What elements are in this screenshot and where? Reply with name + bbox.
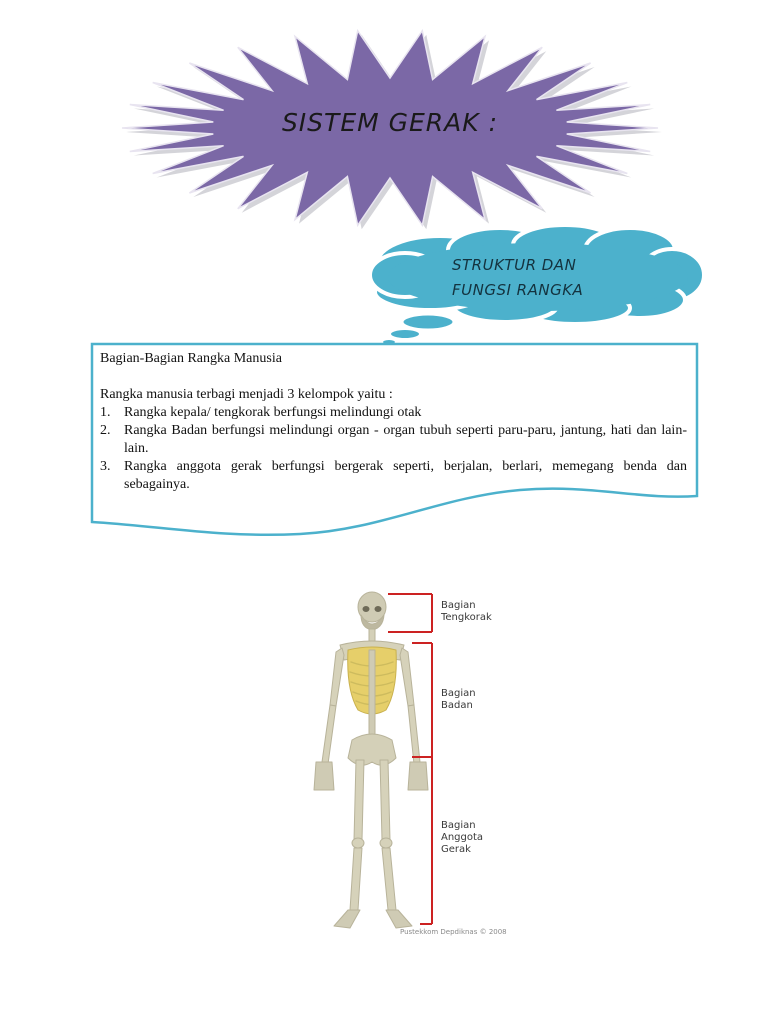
intro-text: Rangka manusia terbagi menjadi 3 kelompok yaitu :	[100, 387, 393, 402]
list-number: 3.	[100, 459, 111, 474]
label-body: Bagian Badan	[441, 688, 476, 711]
section-heading: Bagian-Bagian Rangka Manusia	[100, 351, 282, 366]
list-number: 1.	[100, 405, 111, 420]
list-text: Rangka anggota gerak berfungsi bergerak seperti, berjalan, berlari, memegang benda dan sebagainya.	[124, 459, 687, 492]
list-text: Rangka kepala/ tengkorak berfungsi melindungi otak	[124, 405, 422, 420]
label-limbs: Bagian Anggota Gerak	[441, 820, 484, 855]
page-title: SISTEM GERAK :	[281, 108, 499, 137]
list-number: 2.	[100, 423, 111, 438]
skull-shape	[358, 592, 386, 630]
label-skull: Bagian Tengkorak	[441, 600, 492, 623]
ribcage-shape	[340, 641, 404, 765]
leg-bones	[334, 760, 412, 928]
cloud-caption: STRUKTUR DAN FUNGSI RANGKA	[452, 256, 584, 299]
image-credit: Pustekkom Depdiknas © 2008	[400, 928, 507, 936]
list-text: Rangka Badan berfungsi melindungi organ - organ tubuh seperti paru-paru, jantung, hati dan lain-lain.	[124, 423, 687, 456]
skull-bracket	[388, 594, 432, 632]
